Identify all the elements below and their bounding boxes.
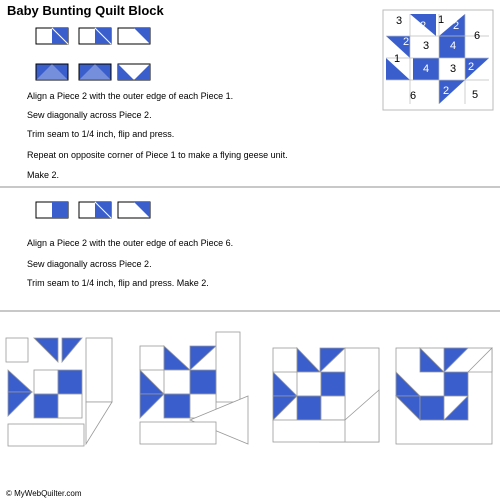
piece-label: 6 — [474, 30, 481, 42]
section1-step-2: Sew diagonally across Piece 2. — [27, 110, 152, 120]
piece-label: 3 — [396, 15, 403, 27]
section1-step-4: Repeat on opposite corner of Piece 1 to make a flying geese unit. — [27, 150, 288, 160]
section1-step-3: Trim seam to 1/4 inch, flip and press. — [27, 129, 175, 139]
section1-step-5: Make 2. — [27, 170, 60, 180]
section2-step-1: Align a Piece 2 with the outer edge of each Piece 6. — [27, 238, 234, 248]
assembly-step-2 — [140, 332, 248, 444]
assembly-step-1 — [6, 338, 112, 446]
section1-pieces-row2 — [36, 64, 150, 80]
piece-label: 4 — [423, 63, 430, 75]
section2-step-3: Trim seam to 1/4 inch, flip and press. Make 2. — [27, 278, 209, 288]
piece-label: 2 — [453, 20, 460, 32]
piece-label: 6 — [410, 90, 417, 102]
page-title: Baby Bunting Quilt Block — [7, 3, 164, 18]
piece-label: 1 — [394, 53, 401, 65]
section-divider — [0, 186, 500, 188]
piece-label: 2 — [403, 36, 410, 48]
piece-label: 2 — [420, 20, 427, 32]
section1-step-1: Align a Piece 2 with the outer edge of each Piece 1. — [27, 91, 234, 101]
assembly-step-4 — [396, 348, 492, 444]
piece-label: 2 — [468, 61, 475, 73]
piece-label: 3 — [423, 40, 430, 52]
piece-label: 2 — [443, 85, 450, 97]
assembly-step-3 — [273, 348, 379, 442]
section-divider — [0, 310, 500, 312]
piece-label: 2 — [403, 64, 410, 76]
section2-step-2: Sew diagonally across Piece 2. — [27, 259, 152, 269]
piece-label: 3 — [450, 63, 457, 75]
copyright-notice: © MyWebQuilter.com — [6, 489, 82, 498]
piece-label: 1 — [438, 14, 445, 26]
piece-label: 4 — [450, 40, 457, 52]
section1-pieces-row1 — [36, 28, 150, 44]
section2-pieces — [36, 202, 150, 218]
piece-label: 5 — [472, 89, 479, 101]
